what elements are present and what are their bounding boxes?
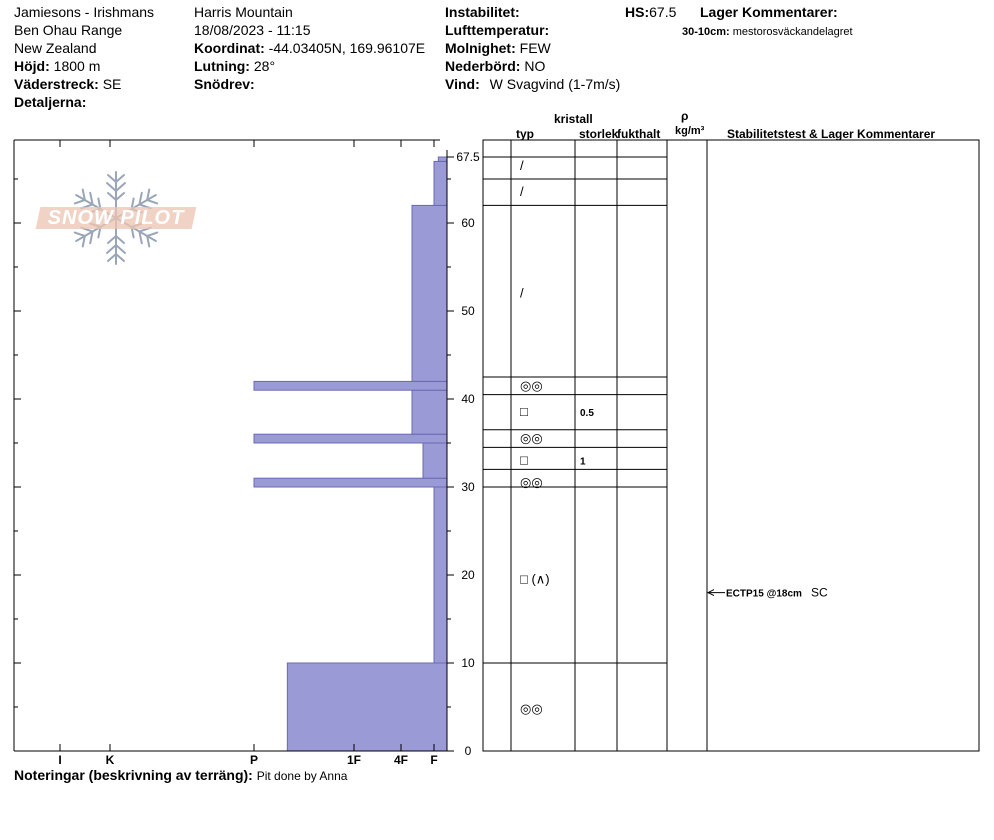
type-header: typ: [516, 127, 534, 141]
hardness-tick-label: P: [249, 753, 259, 767]
height-tick-label: 67.5: [456, 150, 480, 164]
elevation-label: Höjd:: [14, 58, 50, 74]
grain-type-symbol: /: [520, 157, 524, 173]
range-name: Ben Ohau Range: [14, 22, 123, 38]
hs-value: 67.5: [649, 4, 677, 20]
grain-type-symbol: □: [520, 452, 528, 468]
density-unit-header: kg/m³: [675, 125, 705, 137]
grain-type-symbol: ◎◎: [520, 430, 543, 446]
hardness-bar: [254, 434, 447, 443]
grain-type-symbol: □ (∧): [520, 571, 550, 587]
observation-datetime: 18/08/2023 - 11:15: [194, 22, 311, 38]
aspect-value: SE: [102, 76, 122, 92]
hardness-tick-label: 4F: [393, 753, 409, 767]
wind-label: Vind:: [445, 76, 480, 92]
grain-type-symbol: ◎◎: [520, 377, 543, 393]
stability-test-label: ECTP15 @18cm: [726, 588, 802, 600]
airtemp-label: Lufttemperatur:: [445, 22, 550, 38]
coordinate-value: -44.03405N, 169.96107E: [268, 40, 426, 56]
layer-comment-range: 30-10cm:: [682, 26, 730, 38]
hardness-bar: [254, 381, 447, 390]
notes-field: [14, 767, 347, 785]
stability-test-shear: SC: [811, 585, 828, 600]
aspect-label: Väderstreck:: [14, 76, 99, 92]
hardness-bar: [423, 443, 447, 478]
hardness-bar: [434, 161, 447, 205]
notes-value: Pit done by Anna: [256, 769, 348, 783]
instability-label: Instabilitet:: [445, 4, 520, 20]
hardness-bar: [438, 157, 447, 161]
notes-label: Noteringar (beskrivning av terräng):: [14, 767, 253, 783]
details-label: Detaljerna:: [14, 94, 87, 110]
height-tick-label: 20: [461, 568, 475, 582]
grain-type-symbol: ◎◎: [520, 700, 543, 716]
slope-label: Lutning:: [194, 58, 250, 74]
grain-type-symbol: □: [520, 404, 528, 420]
height-tick-label: 30: [461, 480, 475, 494]
height-tick-label: 0: [464, 744, 472, 758]
layer-comment-text: mestorosväckandelagret: [732, 26, 853, 38]
sky-label: Molnighet:: [445, 40, 516, 56]
drift-label: Snödrev:: [194, 76, 255, 92]
sky-value: FEW: [519, 40, 551, 56]
snowpilot-logo-text: SNOW PILOT: [47, 207, 185, 229]
moisture-header: fukthalt: [617, 127, 661, 141]
hardness-tick-label: I: [58, 753, 62, 767]
rho-header: ρ: [681, 109, 689, 123]
height-tick-label: 10: [461, 656, 475, 670]
size-header: storlek: [579, 127, 619, 141]
precip-label: Nederbörd:: [445, 58, 521, 74]
hardness-tick-label: 1F: [346, 753, 362, 767]
crystal-header: kristall: [554, 112, 593, 126]
height-tick-label: 50: [461, 304, 475, 318]
grain-type-symbol: /: [520, 285, 524, 301]
precip-value: NO: [524, 58, 546, 74]
hardness-tick-label: K: [105, 753, 115, 767]
hardness-bar: [412, 205, 447, 381]
slope-value: 28°: [253, 58, 276, 74]
hardness-bar: [434, 487, 447, 663]
stability-header: Stabilitetstest & Lager Kommentarer: [727, 127, 936, 141]
grain-size-value: 1: [580, 456, 586, 468]
height-tick-label: 60: [461, 216, 475, 230]
elevation-value: 1800 m: [53, 58, 101, 74]
hardness-tick-label: F: [430, 753, 438, 767]
hardness-bar: [254, 478, 447, 487]
coordinate-label: Koordinat:: [194, 40, 265, 56]
grain-type-symbol: /: [520, 184, 524, 200]
location-name: Jamiesons - Irishmans: [14, 4, 155, 20]
country-name: New Zealand: [14, 40, 97, 56]
wind-value: W Svagvind (1-7m/s): [489, 76, 621, 92]
grain-type-symbol: ◎◎: [520, 474, 543, 490]
layer-table-frame: [483, 140, 979, 751]
observer-name: Harris Mountain: [194, 4, 293, 20]
grain-size-value: 0.5: [580, 408, 594, 420]
height-tick-label: 40: [461, 392, 475, 406]
hardness-bar: [412, 390, 447, 434]
layer-comments-label: Lager Kommentarer:: [700, 4, 838, 20]
hardness-bar: [287, 663, 447, 751]
hs-label: HS:: [625, 4, 650, 20]
